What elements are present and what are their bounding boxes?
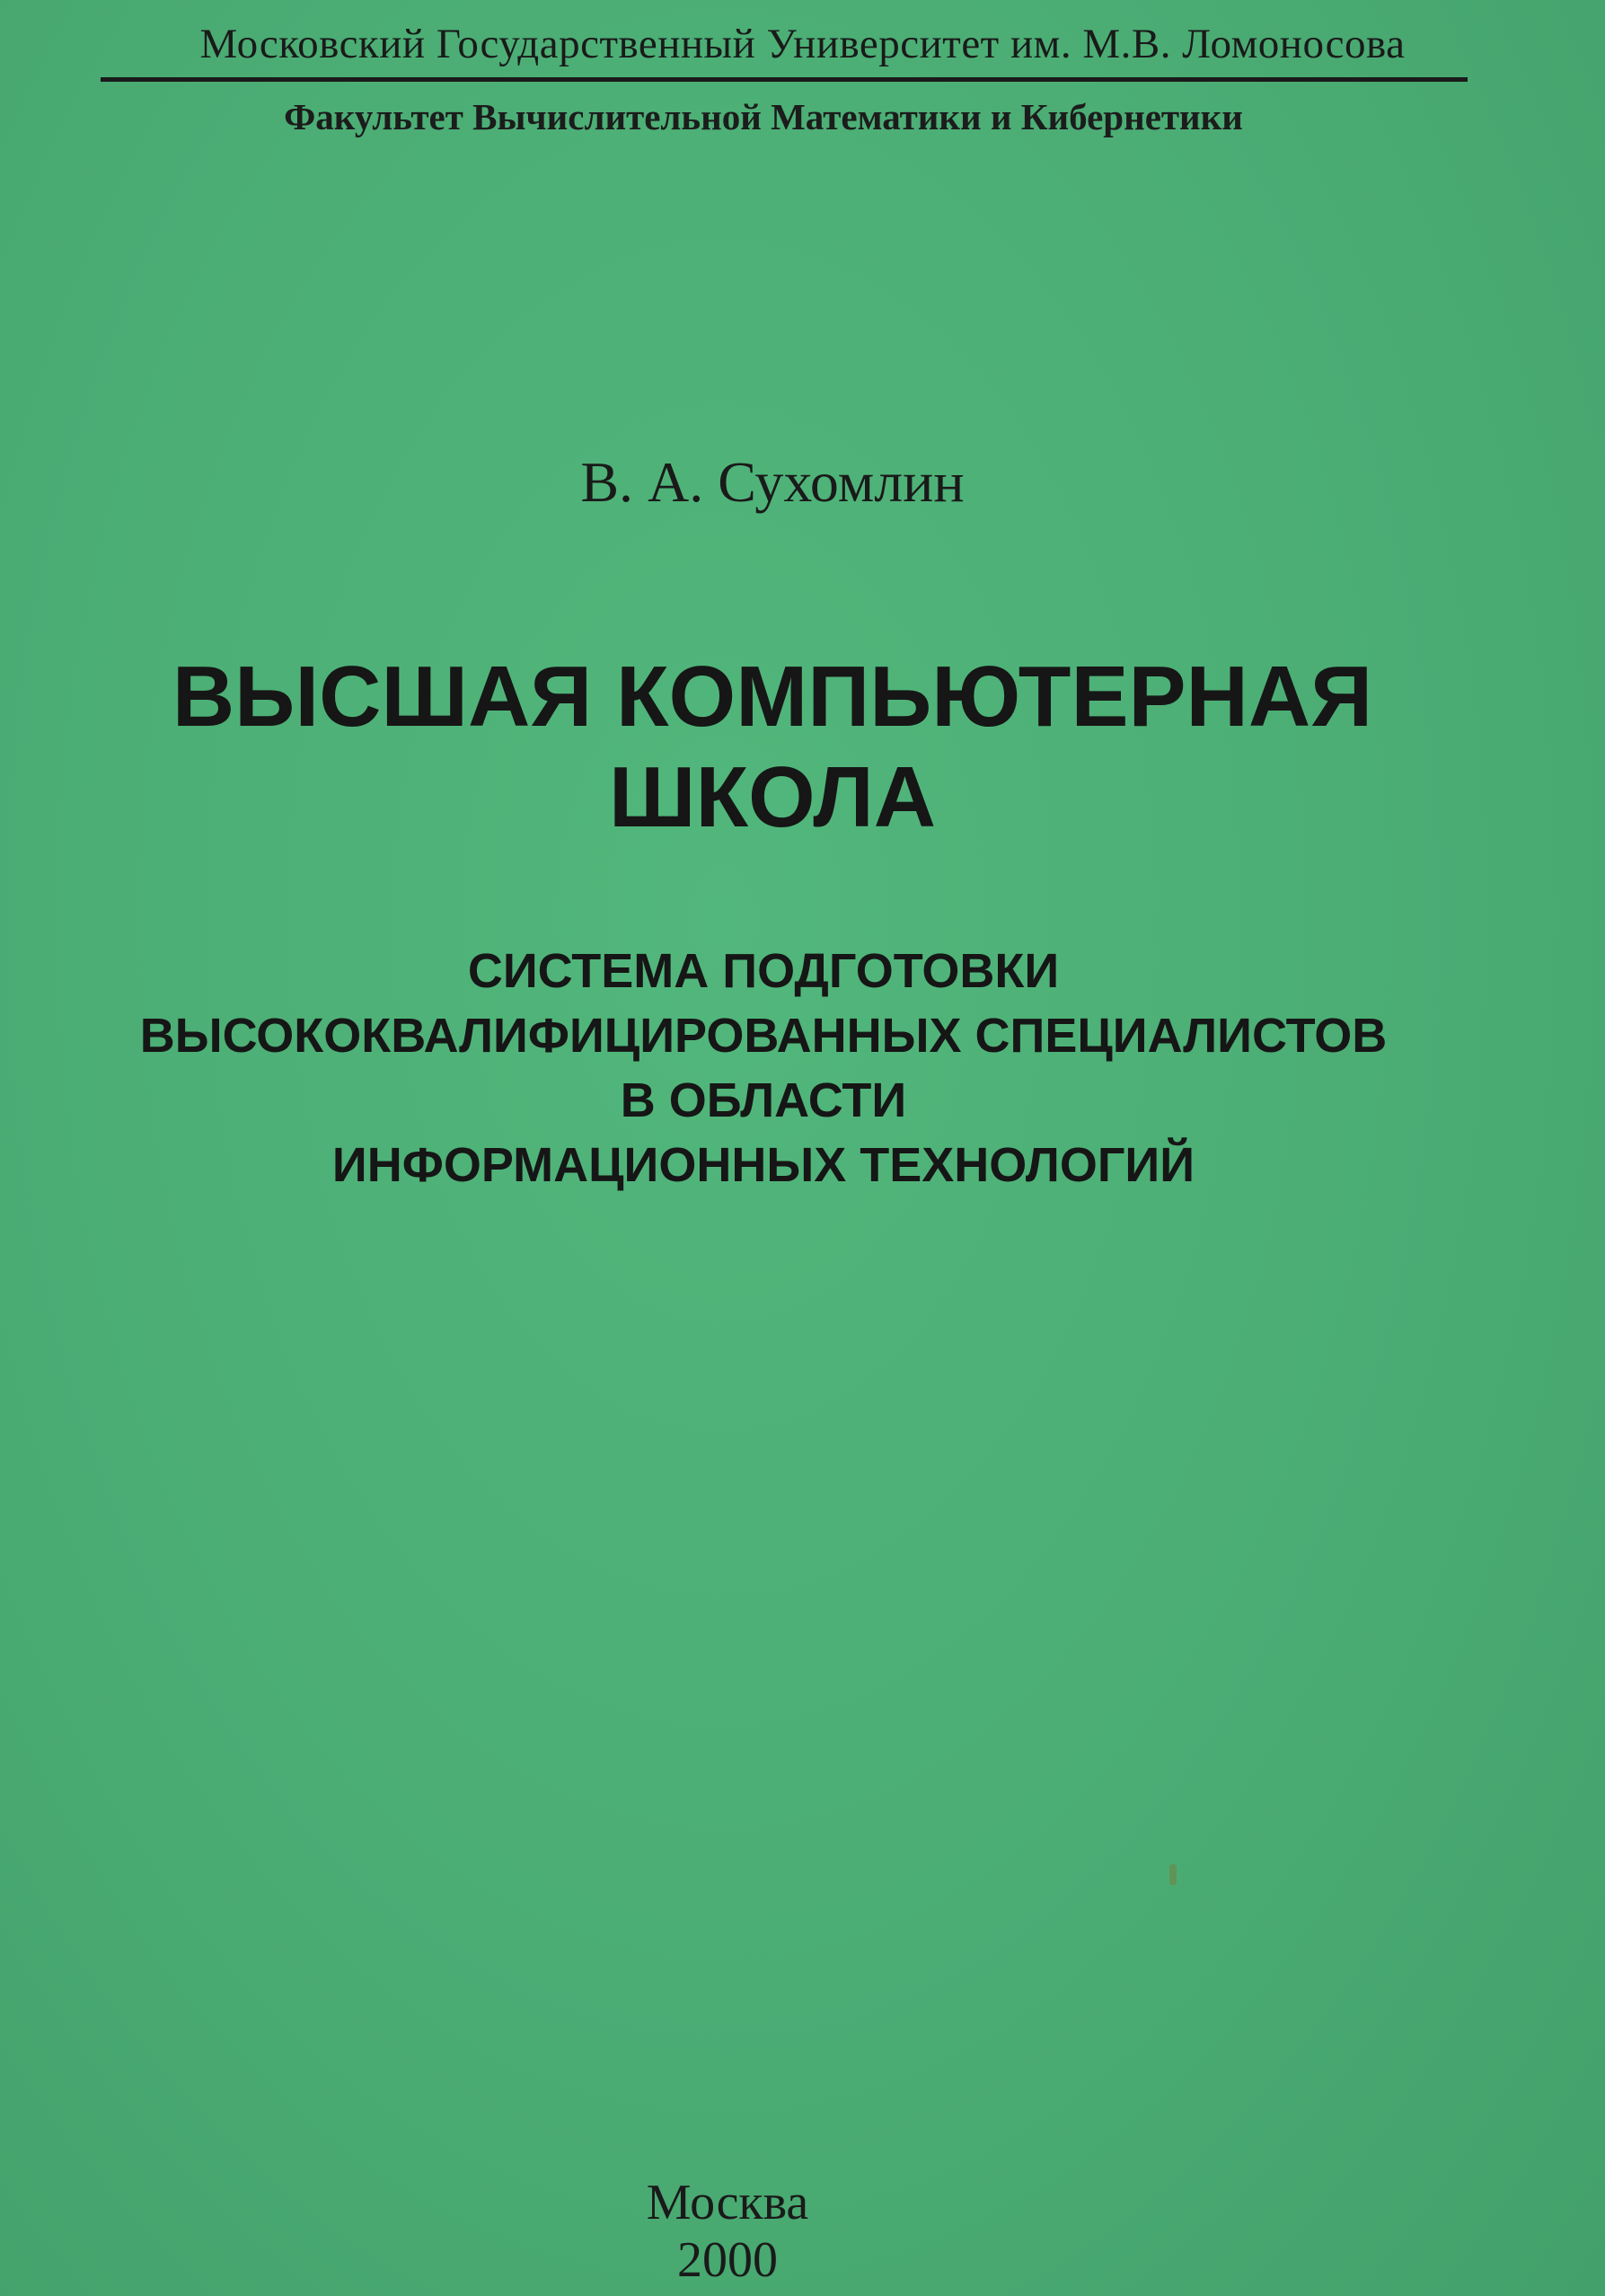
publication-year: 2000 (677, 2232, 778, 2288)
faculty-name: Факультет Вычислительной Математики и Кибернетики (284, 96, 1243, 137)
cover-blemish (1169, 1864, 1177, 1885)
book-subtitle-line-3: В ОБЛАСТИ (620, 1073, 907, 1127)
book-title-line-1: ВЫСШАЯ КОМПЬЮТЕРНАЯ (172, 649, 1373, 745)
book-subtitle-line-1: СИСТЕМА ПОДГОТОВКИ (467, 944, 1060, 998)
book-subtitle-line-2: ВЫСОКОКВАЛИФИЦИРОВАННЫХ СПЕЦИАЛИСТОВ (139, 1009, 1388, 1063)
book-title-line-2: ШКОЛА (608, 749, 937, 845)
publication-city: Москва (646, 2175, 809, 2230)
header-divider (101, 77, 1468, 82)
author-name: В. А. Сухомлин (580, 450, 965, 514)
publication-imprint (0, 2174, 1455, 2289)
university-name: Московский Государственный Университет им. М.В. Ломоносова (199, 21, 1406, 67)
book-subtitle (0, 939, 1527, 1197)
book-title (0, 647, 1545, 848)
book-subtitle-line-4: ИНФОРМАЦИОННЫХ ТЕХНОЛОГИЙ (331, 1138, 1195, 1192)
